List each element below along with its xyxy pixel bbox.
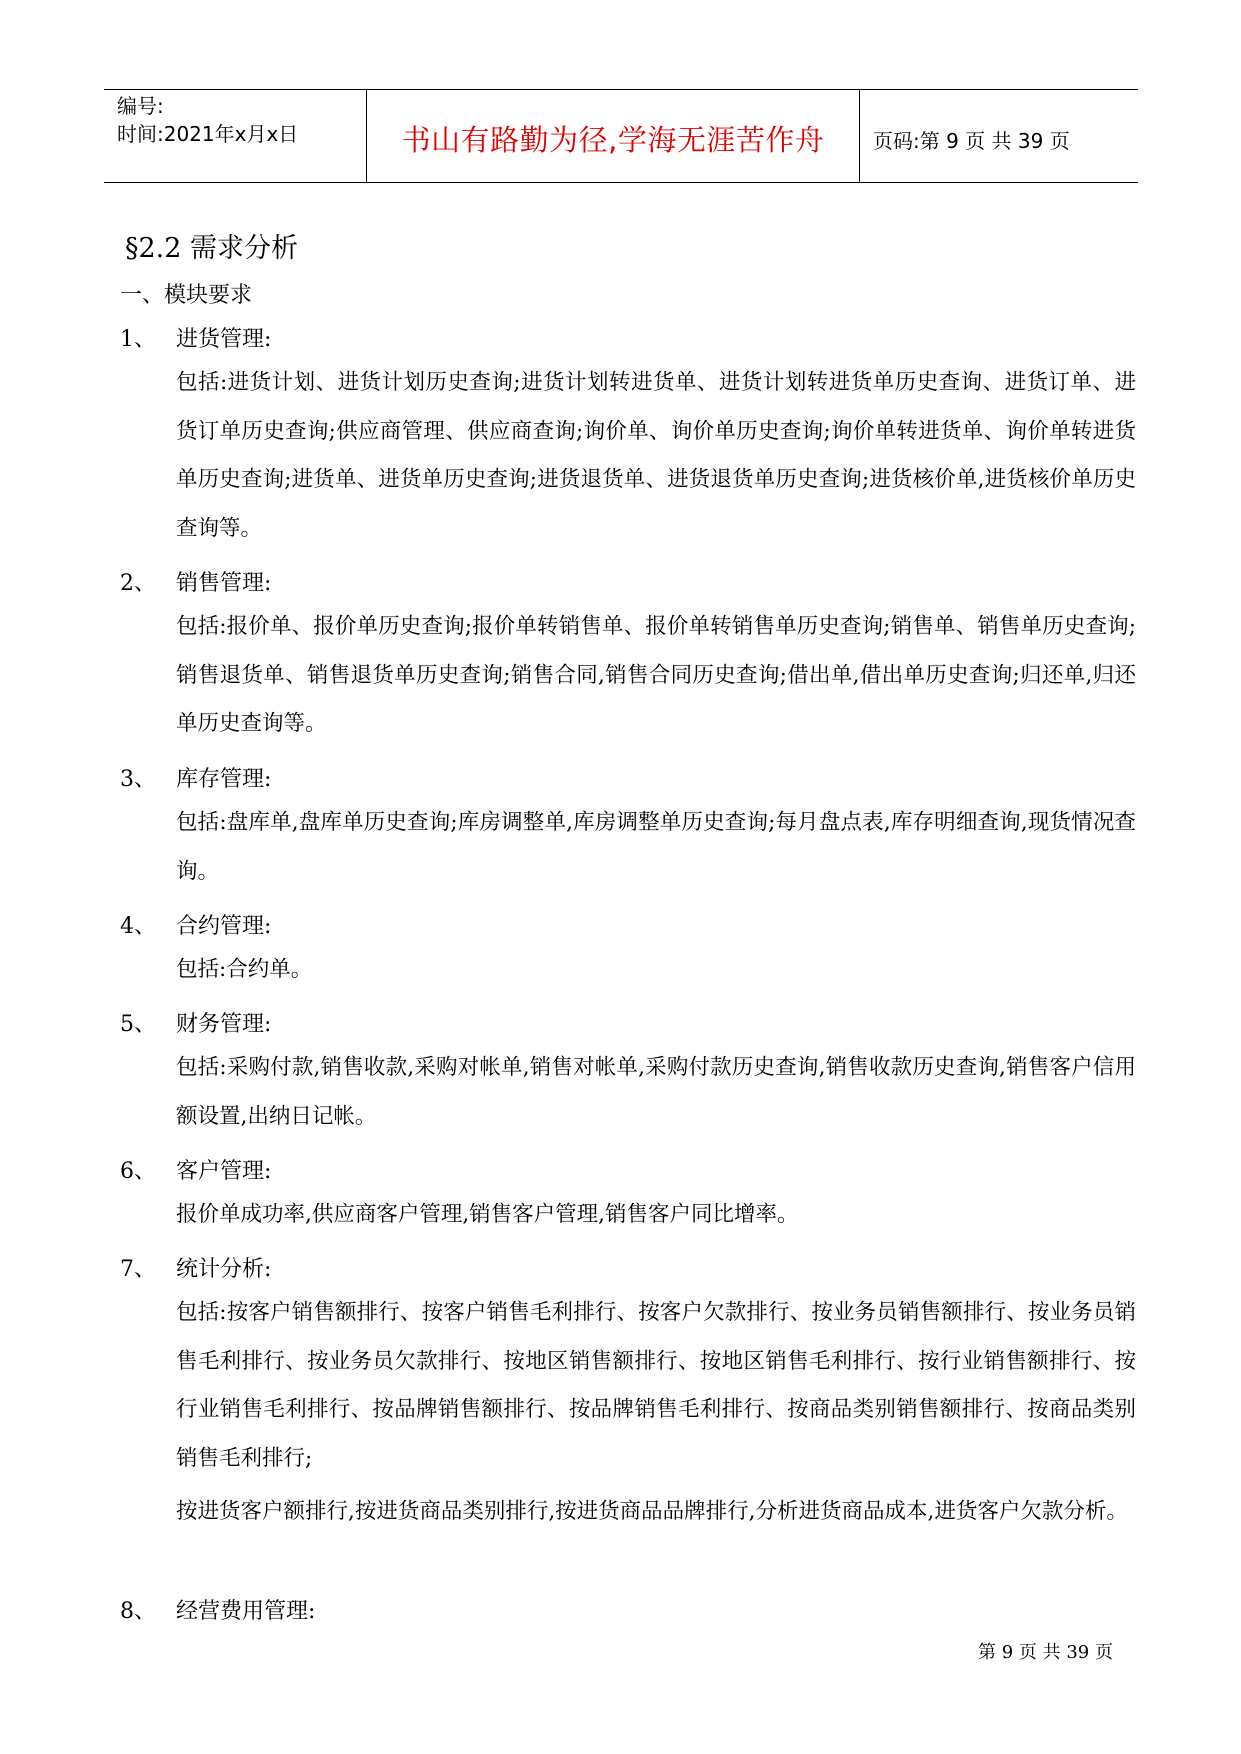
header-top-rule (104, 89, 1138, 90)
item-paragraph: 包括:合约单。 (176, 957, 313, 982)
item-heading (120, 322, 271, 353)
item-paragraph: 包括:盘库单,盘库单历史查询;库房调整单,库房调整单历史查询;每月盘点表,库存明细查询,现货情况查询。 (176, 810, 1136, 884)
item-title: 进货管理: (176, 327, 272, 352)
header-bottom-rule (104, 182, 1138, 183)
item-heading (120, 1594, 315, 1625)
item-paragraph: 包括:按客户销售额排行、按客户销售毛利排行、按客户欠款排行、按业务员销售额排行、按业务员销售毛利排行、按业务员欠款排行、按地区销售额排行、按地区销售毛利排行、按行业销售额排行、按行业销售毛利排行、按品牌销售额排行、按品牌销售毛利排行、按商品类别销售额排行、按商品类别销售毛利排行; (176, 1300, 1136, 1471)
item-title: 库存管理: (176, 767, 272, 792)
subtitle: 一、模块要求 (120, 283, 253, 308)
item-paragraph: 包括:报价单、报价单历史查询;报价单转销售单、报价单转销售单历史查询;销售单、销售单历史查询;销售退货单、销售退货单历史查询;销售合同,销售合同历史查询;借出单,借出单历史查询;归还单,归还单历史查询等。 (176, 614, 1136, 736)
header-divider-left (366, 90, 367, 183)
item-title: 财务管理: (176, 1012, 272, 1037)
item-number: 8、 (120, 1599, 156, 1624)
item-title: 经营费用管理: (176, 1599, 316, 1624)
item-heading (120, 1252, 271, 1283)
item-number: 2、 (120, 571, 156, 596)
item-paragraph: 报价单成功率,供应商客户管理,销售客户管理,销售客户同比增率。 (176, 1202, 799, 1227)
number-label: 编号: (117, 94, 164, 118)
item-number: 5、 (120, 1012, 156, 1037)
item-paragraph: 包括:采购付款,销售收款,采购对帐单,销售对帐单,采购付款历史查询,销售收款历史查询,销售客户信用额设置,出纳日记帐。 (176, 1055, 1136, 1129)
item-heading (120, 762, 271, 793)
item-number: 7、 (120, 1257, 156, 1282)
item-number: 1、 (120, 327, 156, 352)
item-number: 6、 (120, 1159, 156, 1184)
item-heading (120, 1154, 271, 1185)
header-divider-right (859, 90, 860, 183)
item-title: 销售管理: (176, 571, 272, 596)
header-page-label: 页码:第 9 页 共 39 页 (873, 129, 1070, 153)
page-footer: 第 9 页 共 39 页 (978, 1642, 1113, 1663)
item-number: 4、 (120, 914, 156, 939)
section-title: §2.2 需求分析 (125, 233, 299, 264)
header-meta (117, 92, 298, 148)
item-heading (120, 1007, 271, 1038)
item-paragraph-continued: 按进货客户额排行,按进货商品类别排行,按进货商品品牌排行,分析进货商品成本,进货客户欠款分析。 (176, 1499, 1128, 1524)
item-title: 统计分析: (176, 1257, 272, 1282)
header-motto: 书山有路勤为径,学海无涯苦作舟 (401, 123, 825, 157)
item-title: 客户管理: (176, 1159, 272, 1184)
item-heading (120, 566, 271, 597)
item-paragraph: 包括:进货计划、进货计划历史查询;进货计划转进货单、进货计划转进货单历史查询、进货订单、进货订单历史查询;供应商管理、供应商查询;询价单、询价单历史查询;询价单转进货单、询价单转进货单历史查询;进货单、进货单历史查询;进货退货单、进货退货单历史查询;进货核价单,进货核价单历史查询等。 (176, 370, 1136, 541)
item-number: 3、 (120, 767, 156, 792)
time-label: 时间:2021年x月x日 (117, 122, 299, 146)
item-heading (120, 909, 271, 940)
item-title: 合约管理: (176, 914, 272, 939)
